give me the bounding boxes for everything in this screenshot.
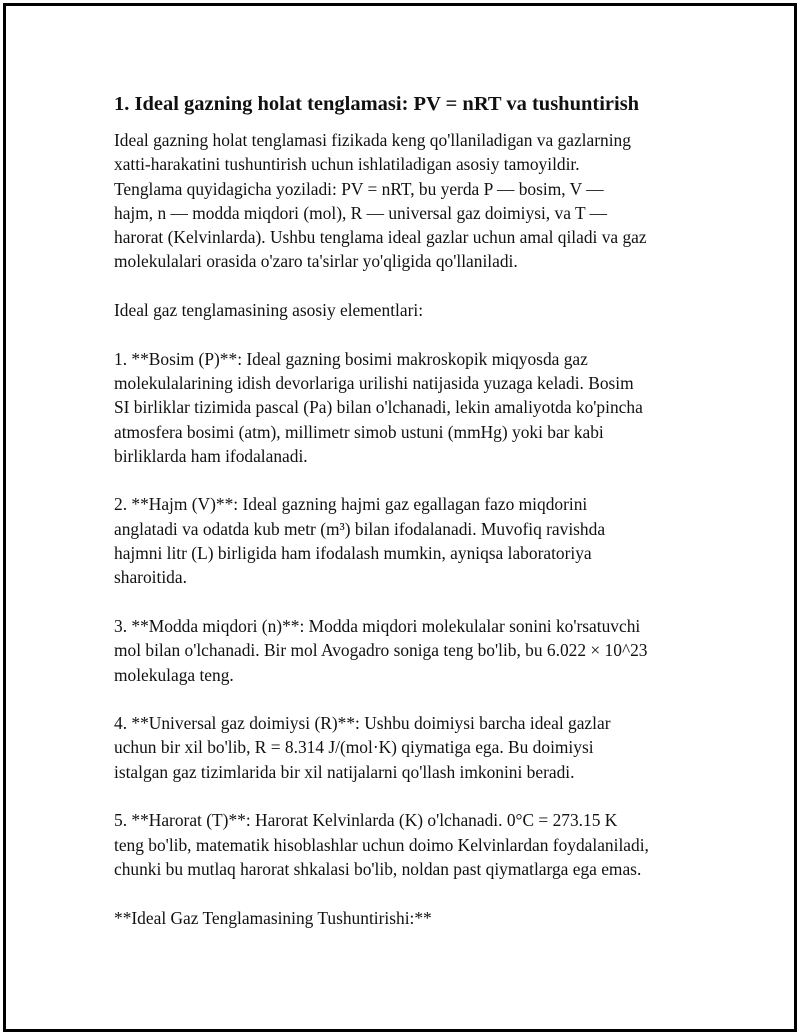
elements-heading: Ideal gaz tenglamasining asosiy elementlari: — [114, 300, 424, 321]
gas-constant-paragraph: 4. **Universal gaz doimiysi (R)**: Ushbu doimiysi barcha ideal gazlar uchun bir xil bo'lib, R = 8.314 J/(mol·K) qiymatiga ega. Bu doimiysi istalgan gaz tizimlarida bir xil natijalarni qo'llash imkonini beradi. — [114, 713, 611, 782]
temperature-paragraph: 5. **Harorat (T)**: Harorat Kelvinlarda (K) o'lchanadi. 0°C = 273.15 K teng bo'lib, matematik hisoblashlar uchun doimo Kelvinlardan foydalaniladi, chunki bu mutlaq harorat shkalasi bo'lib, noldan past qiymatlarga ega emas. — [114, 810, 649, 879]
amount-paragraph: 3. **Modda miqdori (n)**: Modda miqdori molekulalar sonini ko'rsatuvchi mol bilan o'lchanadi. Bir mol Avogadro soniga teng bo'lib, bu 6.022 × 10^23 molekulaga teng. — [114, 615, 648, 685]
intro-paragraph: Ideal gazning holat tenglamasi fizikada keng qo'llaniladigan va gazlarning xatti-harakatini tushuntirish uchun ishlatiladigan asosiy tamoyildir. Tenglama quyidagicha yoziladi: PV = nRT, bu yerda P — bosim, V — hajm, n — modda miqdori (mol), R — universal gaz doimiysi, va T — harorat (Kelvinlarda). Ushbu tenglama ideal gazlar uchun amal qiladi va gaz molekulalari orasida o'zaro ta'sirlar yo'qligida qo'llaniladi. — [114, 130, 647, 272]
document-body — [114, 90, 704, 954]
pressure-paragraph: 1. **Bosim (P)**: Ideal gazning bosimi makroskopik miqyosda gaz molekulalarining idish devorlariga urilishi natijasida yuzaga keladi. Bosim SI birliklar tizimida pascal (Pa) bilan o'lchanadi, lekin amaliyotda ko'pincha atmosfera bosimi (atm), millimetr simob ustuni (mmHg) yoki bar kabi birliklarda ham ifodalanadi. — [114, 348, 643, 466]
document-title: 1. Ideal gazning holat tenglamasi: PV = nRT va tushuntirish — [114, 93, 640, 115]
explanation-heading: **Ideal Gaz Tenglamasining Tushuntirishi:** — [114, 907, 432, 928]
volume-paragraph: 2. **Hajm (V)**: Ideal gazning hajmi gaz egallagan fazo miqdorini anglatadi va odatda kub metr (m³) bilan ifodalanadi. Muvofiq ravishda hajmni litr (L) birligida ham ifodalash mumkin, ayniqsa laboratoriya sharoitida. — [114, 494, 606, 588]
